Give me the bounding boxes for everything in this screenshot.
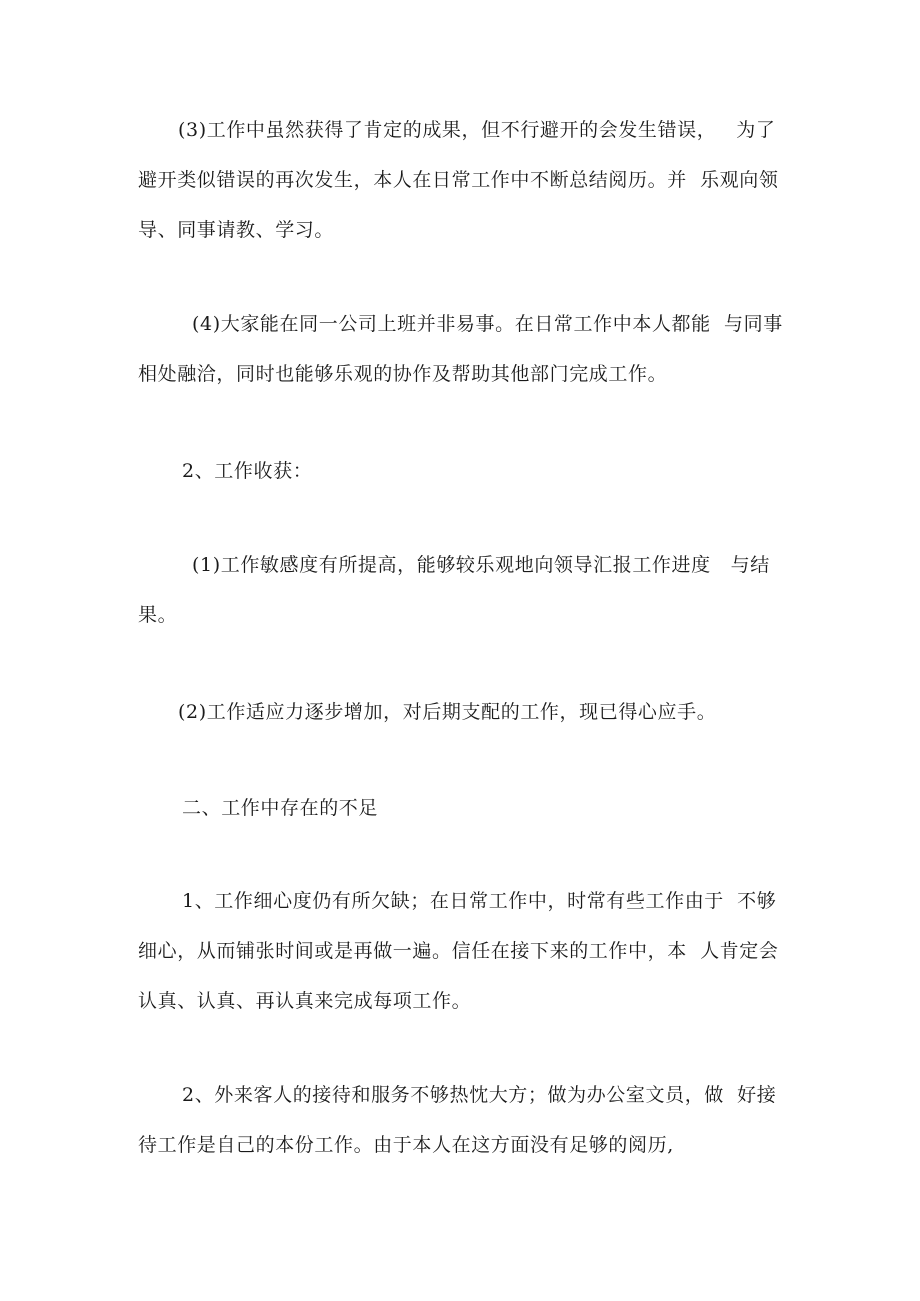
text-line: 果。 bbox=[138, 604, 178, 626]
text-line: 避开类似错误的再次发生，本人在日常工作中不断总结阅历。并 乐观向领 bbox=[138, 169, 779, 191]
text-line: (2)工作适应力逐步增加，对后期支配的工作，现已得心应手。 bbox=[178, 701, 717, 723]
text-line: 认真、认真、再认真来完成每项工作。 bbox=[138, 990, 472, 1012]
text-line: 1、工作细心度仍有所欠缺；在日常工作中，时常有些工作由于 不够 bbox=[182, 890, 777, 912]
text-line: 导、同事请教、学习。 bbox=[138, 219, 335, 241]
heading-text: 2、工作收获： bbox=[182, 460, 313, 482]
heading-text: 二、工作中存在的不足 bbox=[182, 797, 379, 819]
text-line: (3)工作中虽然获得了肯定的成果，但不行避开的会发生错误， 为了 bbox=[178, 119, 776, 141]
text-line: (4)大家能在同一公司上班并非易事。在日常工作中本人都能 与同事 bbox=[192, 313, 783, 335]
text-line: 相处融洽，同时也能够乐观的协作及帮助其他部门完成工作。 bbox=[138, 363, 668, 385]
text-line: 2、外来客人的接待和服务不够热忱大方；做为办公室文员，做 好接 bbox=[182, 1084, 777, 1106]
text-line: (1)工作敏感度有所提高，能够较乐观地向领导汇报工作进度 与结 bbox=[192, 554, 770, 576]
text-line: 待工作是自己的本份工作。由于本人在这方面没有足够的阅历, bbox=[138, 1134, 674, 1156]
text-line: 细心，从而铺张时间或是再做一遍。信任在接下来的工作中，本 人肯定会 bbox=[138, 940, 779, 962]
